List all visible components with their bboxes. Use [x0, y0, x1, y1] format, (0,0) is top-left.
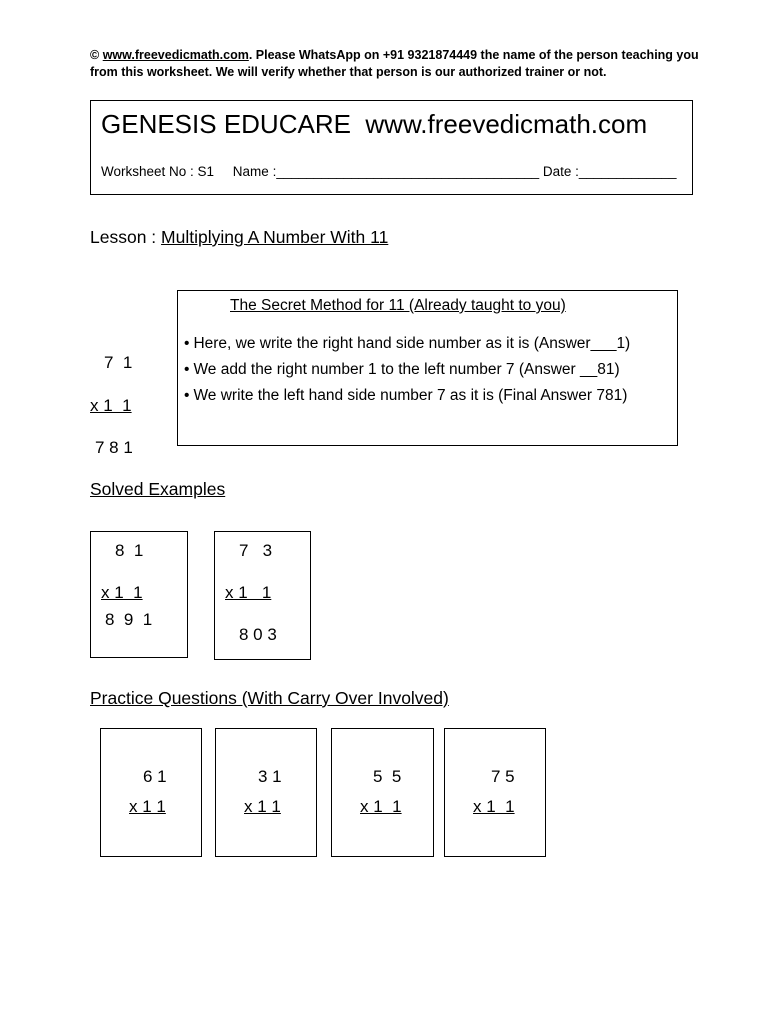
question-multiplier: x 1 1 [129, 797, 166, 816]
method-steps [184, 335, 630, 413]
practice-question-card [331, 728, 434, 857]
example-top-number: 7 3 [239, 541, 273, 560]
worksheet-header-box [90, 100, 693, 195]
question-top-number: 6 1 [143, 767, 167, 786]
example-answer: 8 9 1 [105, 610, 153, 629]
copyright-notice [90, 47, 710, 80]
worksheet-info-line: Worksheet No : S1 Name :___________________________________ Date :_____________ [101, 164, 677, 179]
practice-question-card [100, 728, 202, 857]
example-answer: 8 0 3 [239, 625, 277, 644]
example-multiplier: x 1 1 [225, 583, 272, 602]
lesson-line [90, 227, 388, 248]
example-top-number: 8 1 [115, 541, 144, 560]
notice-text: . Please WhatsApp on +91 9321874449 the name of the person teaching you from this worksheet. We will verify whether that person is our authorized trainer or not. [90, 48, 699, 79]
site-link[interactable]: www.freevedicmath.com [102, 48, 249, 62]
intro-multiplier: x 1 1 [90, 396, 132, 415]
question-top-number: 7 5 [491, 767, 515, 786]
method-step: • We write the left hand side number 7 as it is (Final Answer 781) [184, 387, 630, 413]
secret-method-box [177, 290, 678, 446]
copyright-symbol: © [90, 48, 100, 62]
brand-title: GENESIS EDUCARE www.freevedicmath.com [101, 109, 648, 139]
example-multiplier: x 1 1 [101, 583, 143, 602]
solved-example-card [214, 531, 311, 660]
practice-question-card [444, 728, 546, 857]
method-title: The Secret Method for 11 (Already taught to you) [230, 297, 566, 314]
method-step: • We add the right number 1 to the left number 7 (Answer __81) [184, 361, 630, 387]
solved-examples-heading: Solved Examples [90, 479, 226, 499]
method-step: • Here, we write the right hand side number as it is (Answer___1) [184, 335, 630, 361]
question-multiplier: x 1 1 [473, 797, 515, 816]
question-top-number: 3 1 [258, 767, 282, 786]
question-multiplier: x 1 1 [360, 797, 402, 816]
question-top-number: 5 5 [373, 767, 402, 786]
lesson-prefix: Lesson : [90, 227, 162, 247]
lesson-title: Multiplying A Number With 11 [161, 227, 389, 247]
practice-question-card [215, 728, 317, 857]
intro-top-number: 7 1 [104, 353, 133, 372]
question-multiplier: x 1 1 [244, 797, 281, 816]
intro-answer: 7 8 1 [95, 438, 133, 457]
practice-questions-heading: Practice Questions (With Carry Over Involved) [90, 688, 449, 708]
solved-example-card [90, 531, 188, 658]
